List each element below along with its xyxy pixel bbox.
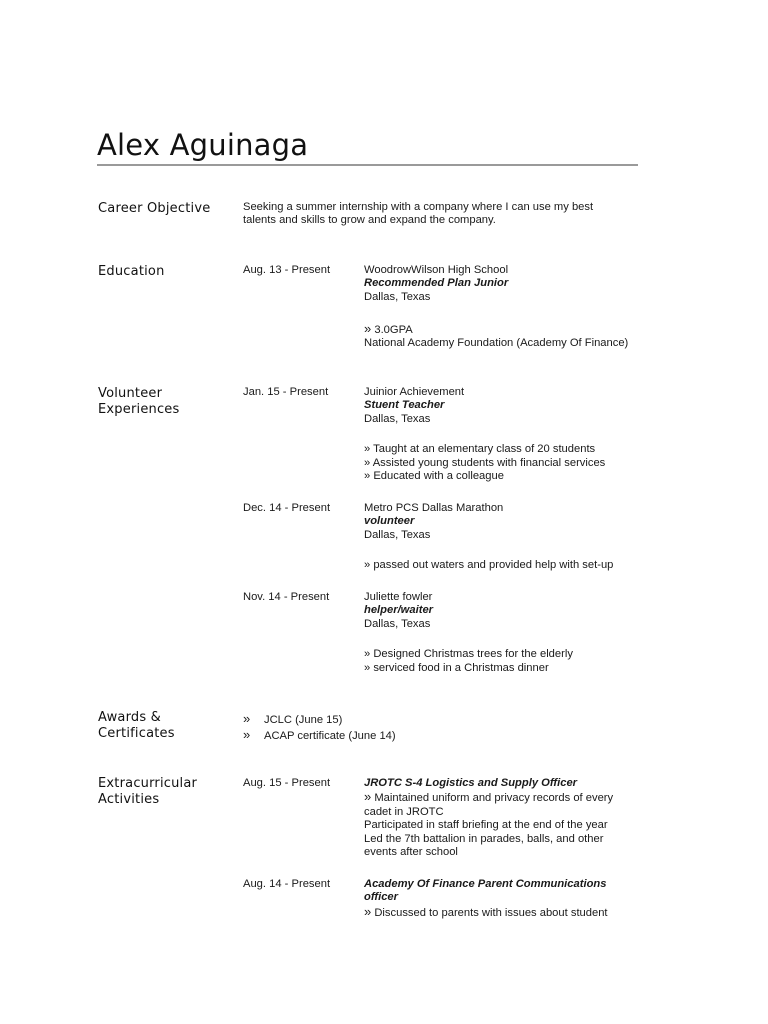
list-item: » passed out waters and provided help with set-up (364, 559, 614, 571)
extracurricular-line-text: Discussed to parents with issues about student (374, 906, 608, 919)
volunteer-bullets-3 (364, 648, 573, 675)
resume-name: Alex Aguinaga (97, 128, 309, 162)
education-gpa: 3.0GPA (374, 324, 413, 336)
volunteer-date-1: Jan. 15 - Present (243, 386, 329, 398)
award-text: JCLC (June 15) (264, 714, 343, 726)
list-item (243, 711, 396, 727)
education-date: Aug. 13 - Present (243, 264, 331, 276)
career-objective-heading: Career Objective (98, 201, 211, 216)
education-program: National Academy Foundation (Academy Of Finance) (364, 337, 629, 350)
list-item: » Designed Christmas trees for the elderly (364, 648, 573, 660)
awards-list (243, 711, 396, 743)
volunteer-org: Juinior Achievement (364, 386, 465, 398)
volunteer-role: Stuent Teacher (364, 399, 445, 412)
volunteer-heading (98, 386, 238, 417)
education-block (364, 264, 644, 304)
extracurricular-line: Led the 7th battalion in parades, balls, and other events after school (364, 832, 604, 859)
awards-heading (98, 710, 238, 741)
volunteer-role: helper/waiter (364, 604, 434, 617)
extracurricular-heading-line1: Extracurricular (98, 776, 198, 791)
extracurricular-heading (98, 776, 238, 807)
volunteer-org: Metro PCS Dallas Marathon (364, 502, 504, 514)
education-gpa-line (364, 322, 644, 337)
bullet-icon: » (364, 789, 372, 805)
volunteer-entry-3 (364, 591, 644, 631)
volunteer-date-3: Nov. 14 - Present (243, 591, 330, 603)
volunteer-bullets-2 (364, 559, 613, 573)
extracurricular-role: Academy Of Finance Parent Communications officer (364, 878, 607, 904)
volunteer-date-2: Dec. 14 - Present (243, 502, 331, 514)
education-location: Dallas, Texas (364, 290, 431, 303)
title-divider (97, 164, 638, 166)
education-details (364, 322, 644, 351)
bullet-icon: » (364, 903, 372, 919)
extracurricular-date-1: Aug. 15 - Present (243, 777, 331, 789)
education-plan: Recommended Plan Junior (364, 277, 509, 290)
extracurricular-heading-line2: Activities (98, 791, 160, 807)
extracurricular-line: Participated in staff briefing at the end of the year (364, 819, 608, 832)
volunteer-bullets-1 (364, 443, 605, 484)
award-text: ACAP certificate (June 14) (264, 730, 396, 742)
extracurricular-line (364, 790, 636, 819)
volunteer-location: Dallas, Texas (364, 528, 431, 541)
volunteer-entry-1 (364, 386, 644, 426)
education-school: WoodrowWilson High School (364, 264, 509, 276)
list-item: » Assisted young students with financial services (364, 456, 606, 469)
extracurricular-date-2: Aug. 14 - Present (243, 878, 331, 890)
career-objective-text: Seeking a summer internship with a company where I can use my best talents and skills to grow and expand the company. (243, 201, 594, 227)
awards-heading-line1: Awards & (98, 710, 161, 725)
volunteer-heading-line2: Experiences (98, 401, 180, 417)
list-item (243, 727, 396, 743)
extracurricular-entry-1 (364, 777, 636, 859)
list-item: » serviced food in a Christmas dinner (364, 661, 549, 674)
volunteer-heading-line1: Volunteer (98, 386, 163, 401)
bullet-icon: » (243, 727, 251, 742)
volunteer-org: Juliette fowler (364, 591, 433, 603)
list-item: » Taught at an elementary class of 20 students (364, 443, 596, 455)
awards-heading-line2: Certificates (98, 725, 175, 741)
extracurricular-role: JROTC S-4 Logistics and Supply Officer (364, 777, 578, 789)
volunteer-entry-2 (364, 502, 644, 542)
list-item: » Educated with a colleague (364, 470, 504, 483)
volunteer-location: Dallas, Texas (364, 617, 431, 630)
bullet-icon: » (364, 321, 372, 336)
extracurricular-line (364, 905, 626, 920)
education-heading: Education (98, 264, 165, 279)
extracurricular-entry-2 (364, 878, 626, 920)
bullet-icon: » (243, 711, 251, 726)
volunteer-location: Dallas, Texas (364, 412, 431, 425)
extracurricular-line-text: Maintained uniform and privacy records of every cadet in JROTC (364, 792, 614, 818)
volunteer-role: volunteer (364, 515, 415, 528)
